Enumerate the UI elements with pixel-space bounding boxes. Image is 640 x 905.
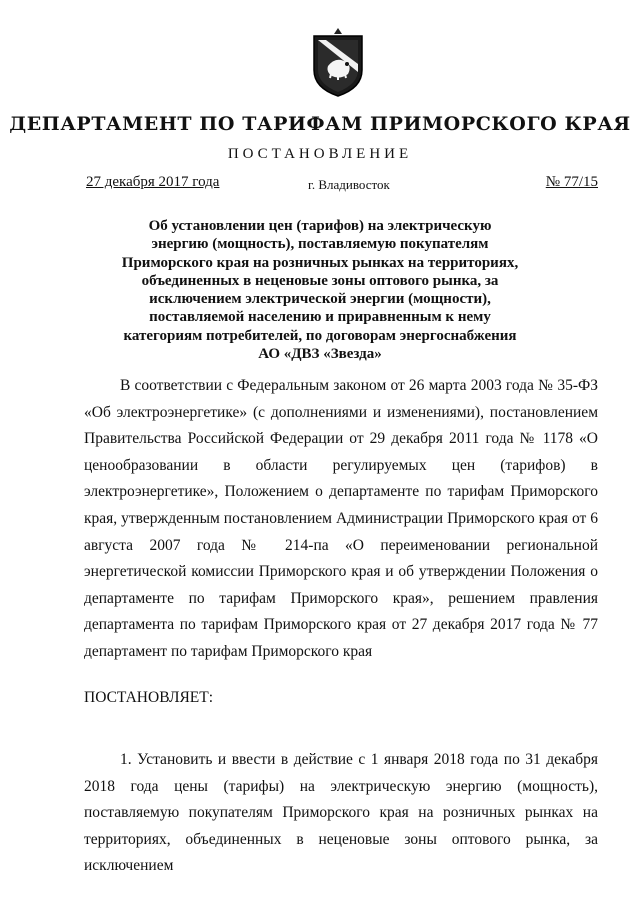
document-title: Об установлении цен (тарифов) на электрическую энергию (мощность), поставляемую покупателям Приморского края на розничных рынках на территориях, объединенных в неценовые зоны оптового рынка, за исключением электрической энергии (мощности), поставляемой населению и приравненным к нему категориям потребителей, по договорам энергоснабжения АО «ДВЗ «Звезда» [121, 218, 519, 363]
coat-of-arms-emblem [306, 26, 370, 98]
resolves-heading: ПОСТАНОВЛЯЕТ: [84, 689, 214, 706]
department-name: ДЕПАРТАМЕНТ ПО ТАРИФАМ ПРИМОРСКОГО КРАЯ [9, 113, 631, 135]
preamble-paragraph: В соответствии с Федеральным законом от 26 марта 2003 года № 35-ФЗ «Об электроэнергетике» (с дополнениями и изменениями), постановлением Правительства Российской Федерации от 29 декабря 2011 года № 1178 «О ценообразовании в области регулируемых цен (тарифов) в электроэнергетике», Положением о департаменте по тарифам Приморского края, утвержденным постановлением Администрации Приморского края от 6 августа 2007 года № 214-па «О переименовании региональной энергетической комиссии Приморского края и об утверждении Положения о департаменте по тарифам Приморского края», решением правления департамента по тарифам Приморского края от 27 декабря 2017 года № 77 департамент по тарифам Приморского края [84, 377, 598, 660]
clause-1-paragraph: 1. Установить и ввести в действие с 1 января 2018 года по 31 декабря 2018 года цены (тарифы) на электрическую энергию (мощность), поставляемую покупателям Приморского края на розничных рынках на территориях, объединенных в неценовые зоны оптового рынка, за исключением [84, 751, 598, 875]
document-number: № 77/15 [545, 174, 598, 190]
document-date: 27 декабря 2017 года [86, 174, 220, 190]
document-type: ПОСТАНОВЛЕНИЕ [227, 146, 413, 162]
document-city: г. Владивосток [308, 177, 390, 192]
